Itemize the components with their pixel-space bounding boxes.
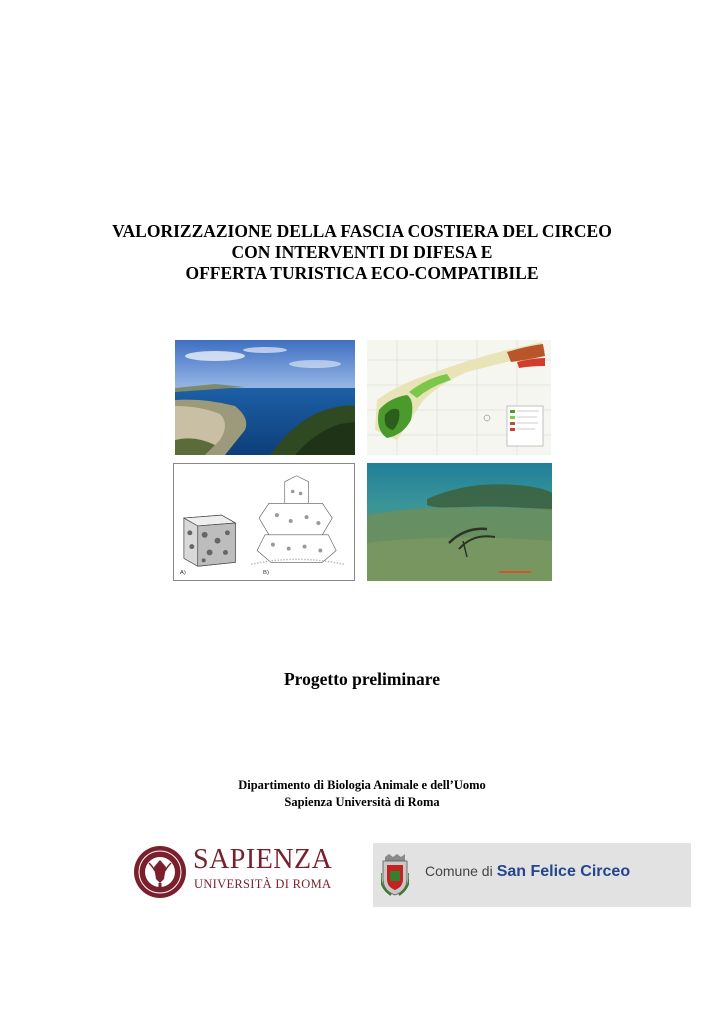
sapienza-seal-icon <box>133 845 187 899</box>
project-subtitle: Progetto preliminare <box>283 669 440 689</box>
sapienza-logo <box>133 843 333 903</box>
zoning-map <box>367 340 551 455</box>
comune-name: San Felice Circeo <box>496 863 631 880</box>
department-line-2: Sapienza Università di Roma <box>284 795 440 809</box>
sapienza-wordmark: SAPIENZA <box>193 844 333 875</box>
document-title <box>40 221 684 284</box>
municipal-crest-icon <box>381 853 409 897</box>
sapienza-subtitle: UNIVERSITÀ DI ROMA <box>194 877 332 891</box>
title-line-3: OFFERTA TURISTICA ECO-COMPATIBILE <box>185 263 539 283</box>
comune-prefix: Comune di <box>425 863 493 879</box>
reef-block-drawing <box>173 463 355 581</box>
department-block <box>0 777 724 811</box>
underwater-photo <box>367 463 552 581</box>
comune-logo <box>373 843 691 907</box>
coast-photo <box>175 340 355 455</box>
title-line-2: CON INTERVENTI DI DIFESA E <box>231 242 493 262</box>
department-line-1: Dipartimento di Biologia Animale e dell’Uomo <box>238 778 486 792</box>
block-label-a: A) <box>179 570 186 577</box>
title-line-1: VALORIZZAZIONE DELLA FASCIA COSTIERA DEL CIRCEO <box>112 221 612 241</box>
block-label-b: B) <box>263 570 269 577</box>
comune-wordmark <box>425 863 630 881</box>
